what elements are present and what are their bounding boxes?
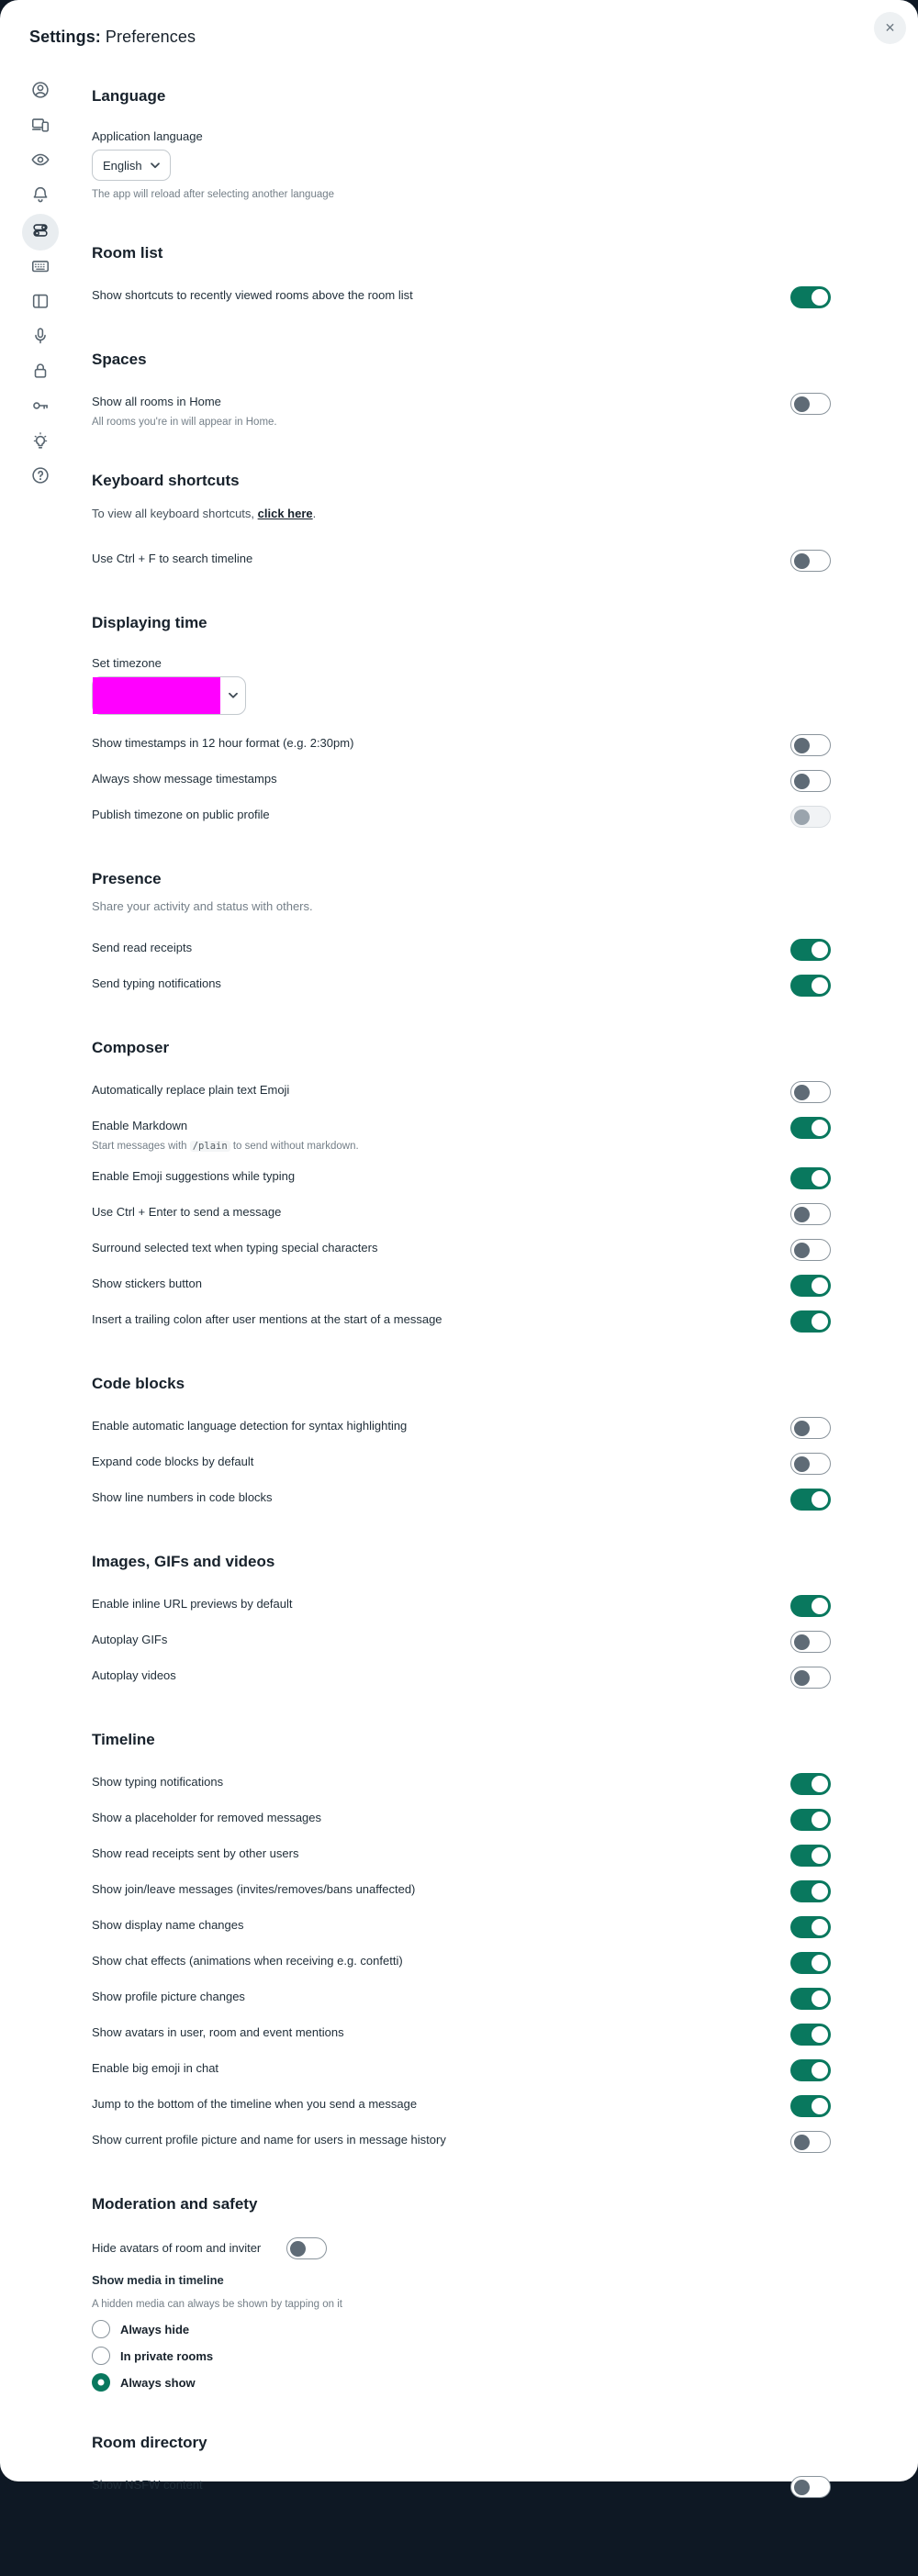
toggle-switch[interactable] xyxy=(790,1310,831,1333)
tab-preferences[interactable] xyxy=(22,214,59,251)
toggle-knob xyxy=(794,809,810,825)
toggle-knob xyxy=(812,1955,828,1971)
section-title: Displaying time xyxy=(92,614,207,631)
tab-security[interactable] xyxy=(22,355,59,390)
toggle-switch[interactable] xyxy=(790,1916,831,1938)
tab-account[interactable] xyxy=(22,74,59,109)
toggle-switch[interactable] xyxy=(790,975,831,997)
toggle-knob xyxy=(812,1120,828,1136)
toggle-knob xyxy=(812,1919,828,1935)
redacted-value xyxy=(93,677,220,714)
section-displaying-time xyxy=(92,614,831,828)
radio-label: In private rooms xyxy=(120,2348,214,2363)
section-title: Language xyxy=(92,87,166,105)
toggle-knob xyxy=(812,1313,828,1330)
toggle-switch[interactable] xyxy=(790,1595,831,1617)
setting-text xyxy=(92,2131,446,2149)
toggle-knob xyxy=(812,1277,828,1294)
setting-row xyxy=(92,1453,831,1475)
section-title: Room directory xyxy=(92,2434,207,2451)
security-lock-icon xyxy=(30,361,50,385)
toggle-switch[interactable] xyxy=(790,2059,831,2081)
toggle-knob xyxy=(794,1634,810,1650)
toggle-switch[interactable] xyxy=(286,2237,327,2259)
setting-row xyxy=(92,2476,831,2498)
setting-text xyxy=(92,1952,403,1970)
setting-row xyxy=(92,1988,831,2010)
setting-row xyxy=(92,1489,831,1511)
tab-appearance[interactable] xyxy=(22,144,59,179)
setting-row xyxy=(92,939,831,961)
help-about-icon xyxy=(30,465,50,490)
setting-row xyxy=(92,1773,831,1795)
section-title: Code blocks xyxy=(92,1375,185,1392)
setting-label: Enable inline URL previews by default xyxy=(92,1597,293,1611)
setting-row xyxy=(92,1203,831,1225)
toggle-switch[interactable] xyxy=(790,1988,831,2010)
setting-text xyxy=(92,393,277,429)
setting-row xyxy=(92,393,831,429)
setting-row xyxy=(92,770,831,792)
setting-row xyxy=(92,806,831,828)
toggle-knob xyxy=(812,1883,828,1900)
toggle-switch[interactable] xyxy=(790,734,831,756)
toggle-switch[interactable] xyxy=(790,1203,831,1225)
close-icon: ✕ xyxy=(884,20,896,35)
set-timezone-dropdown[interactable] xyxy=(92,676,246,715)
dialog-title-suffix: Preferences xyxy=(105,28,196,46)
setting-text xyxy=(92,1117,359,1154)
setting-text xyxy=(92,2059,218,2078)
setting-label: Always show message timestamps xyxy=(92,772,277,786)
section-spaces xyxy=(92,351,831,429)
chevron-down-icon xyxy=(229,693,238,699)
toggle-switch[interactable] xyxy=(790,550,831,572)
setting-label: Show display name changes xyxy=(92,1918,244,1932)
tab-notifications[interactable] xyxy=(22,179,59,214)
setting-label: Use Ctrl + F to search timeline xyxy=(92,552,253,565)
toggle-knob xyxy=(794,2480,810,2495)
section-title: Keyboard shortcuts xyxy=(92,472,240,489)
setting-text xyxy=(92,734,353,753)
setting-helper: All rooms you're in will appear in Home. xyxy=(92,417,277,428)
setting-text xyxy=(92,1845,298,1863)
setting-row xyxy=(92,1880,831,1902)
field-label: Application language xyxy=(92,129,203,143)
group-label: Show media in timeline xyxy=(92,2273,224,2287)
tab-labs[interactable] xyxy=(22,425,59,460)
section-title: Spaces xyxy=(92,351,147,368)
setting-helper xyxy=(92,1140,359,1154)
setting-text xyxy=(92,1081,289,1099)
setting-row xyxy=(92,1081,831,1103)
setting-label: Enable Markdown xyxy=(92,1119,188,1132)
setting-row xyxy=(92,1275,831,1297)
section-presence xyxy=(92,870,831,997)
section-language xyxy=(92,87,831,202)
setting-text xyxy=(92,1310,442,1329)
dialog-title xyxy=(29,28,889,47)
toggle-switch[interactable] xyxy=(790,393,831,415)
toggle-knob xyxy=(812,2026,828,2043)
toggle-knob xyxy=(794,1207,810,1222)
setting-text xyxy=(92,806,270,824)
setting-text xyxy=(92,2476,203,2494)
tab-voice-video[interactable] xyxy=(22,320,59,355)
setting-text xyxy=(92,1203,281,1221)
radio-label: Always show xyxy=(120,2375,196,2390)
setting-row xyxy=(92,1631,831,1653)
section-composer xyxy=(92,1039,831,1333)
toggle-switch[interactable] xyxy=(790,1845,831,1867)
setting-label: Show all rooms in Home xyxy=(92,395,221,408)
setting-text xyxy=(92,1916,244,1935)
setting-row xyxy=(92,1417,831,1439)
application-language-dropdown[interactable] xyxy=(92,150,171,181)
setting-label: Hide avatars of room and inviter xyxy=(92,2241,262,2255)
field-helper: The app will reload after selecting another language xyxy=(92,189,335,200)
setting-label: Show chat effects (animations when receiving e.g. confetti) xyxy=(92,1954,403,1968)
setting-label: Send typing notifications xyxy=(92,976,221,990)
toggle-switch[interactable] xyxy=(790,1952,831,1974)
sessions-devices-icon xyxy=(30,115,50,139)
setting-row xyxy=(92,1845,831,1867)
toggle-knob xyxy=(812,1491,828,1508)
sidebar-panel-icon xyxy=(30,291,50,316)
section-title: Room list xyxy=(92,244,163,262)
toggle-knob xyxy=(812,1598,828,1614)
section-room-directory xyxy=(92,2434,831,2498)
toggle-knob xyxy=(794,553,810,569)
toggle-switch[interactable] xyxy=(790,1239,831,1261)
setting-label: Automatically replace plain text Emoji xyxy=(92,1083,290,1097)
toggle-switch[interactable] xyxy=(790,1417,831,1439)
section-subtitle: Share your activity and status with others. xyxy=(92,899,313,913)
appearance-eye-icon xyxy=(30,150,50,174)
setting-row xyxy=(92,1167,831,1189)
tab-keyboard[interactable] xyxy=(22,251,59,285)
setting-row xyxy=(92,2131,831,2153)
setting-label: Enable Emoji suggestions while typing xyxy=(92,1169,296,1183)
setting-row xyxy=(92,2237,831,2259)
tab-sessions[interactable] xyxy=(22,109,59,144)
setting-text xyxy=(92,1880,415,1899)
preferences-toggles-icon xyxy=(30,220,50,245)
setting-row xyxy=(92,1595,831,1617)
setting-label: Show stickers button xyxy=(92,1277,202,1290)
toggle-switch[interactable] xyxy=(790,1081,831,1103)
keyboard-shortcuts-link[interactable]: click here xyxy=(257,507,313,520)
setting-label: Enable automatic language detection for syntax highlighting xyxy=(92,1419,408,1433)
setting-text xyxy=(92,2239,261,2258)
toggle-switch[interactable] xyxy=(790,1117,831,1139)
section-images-gifs-and-videos xyxy=(92,1553,831,1689)
chevron-down-icon xyxy=(151,162,160,169)
select-value: English xyxy=(103,158,142,173)
setting-text xyxy=(92,770,277,788)
toggle-knob xyxy=(794,1421,810,1436)
toggle-switch xyxy=(790,806,831,828)
dialog-header xyxy=(0,0,918,47)
setting-text xyxy=(92,1417,407,1435)
dropdown-field xyxy=(92,129,831,202)
toggle-knob xyxy=(794,2135,810,2150)
setting-label: Expand code blocks by default xyxy=(92,1455,254,1468)
intro-suffix: . xyxy=(312,507,317,520)
setting-row xyxy=(92,975,831,997)
setting-label: Show typing notifications xyxy=(92,1775,224,1789)
labs-lightbulb-icon xyxy=(30,430,50,455)
setting-label: Use Ctrl + Enter to send a message xyxy=(92,1205,282,1219)
toggle-switch[interactable] xyxy=(790,1809,831,1831)
section-title: Moderation and safety xyxy=(92,2195,258,2213)
toggle-knob xyxy=(812,1170,828,1187)
toggle-knob xyxy=(812,2062,828,2079)
toggle-knob xyxy=(290,2241,306,2257)
helper-text: Start messages with xyxy=(92,1141,190,1152)
group-helper: A hidden media can always be shown by tapping on it xyxy=(92,2299,342,2310)
settings-sections xyxy=(66,47,918,2576)
radio-option-in-private-rooms[interactable] xyxy=(92,2347,831,2365)
setting-label: Show a placeholder for removed messages xyxy=(92,1811,322,1824)
toggle-switch[interactable] xyxy=(790,2095,831,2117)
dropdown-field xyxy=(92,656,831,719)
toggle-switch[interactable] xyxy=(790,1631,831,1653)
setting-text xyxy=(92,1275,202,1293)
section-title: Images, GIFs and videos xyxy=(92,1553,275,1570)
section-timeline xyxy=(92,1731,831,2153)
setting-label: Show NSFW content xyxy=(92,2478,203,2492)
close-button[interactable] xyxy=(874,12,906,44)
setting-row xyxy=(92,734,831,756)
setting-label: Insert a trailing colon after user mentions at the start of a message xyxy=(92,1312,442,1326)
setting-row xyxy=(92,286,831,308)
toggle-switch[interactable] xyxy=(790,1773,831,1795)
toggle-knob xyxy=(812,977,828,994)
account-icon xyxy=(30,80,50,105)
section-title: Timeline xyxy=(92,1731,155,1748)
setting-row xyxy=(92,1239,831,1261)
setting-row xyxy=(92,2024,831,2046)
helper-text-after: to send without markdown. xyxy=(230,1141,359,1152)
setting-row xyxy=(92,2095,831,2117)
setting-text xyxy=(92,1167,295,1186)
section-moderation-and-safety xyxy=(92,2195,831,2392)
setting-label: Show profile picture changes xyxy=(92,1990,245,2003)
setting-label: Show shortcuts to recently viewed rooms above the room list xyxy=(92,288,413,302)
helper-code: /plain xyxy=(190,1141,230,1152)
setting-label: Jump to the bottom of the timeline when you send a message xyxy=(92,2097,418,2111)
toggle-knob xyxy=(812,1991,828,2007)
toggle-switch[interactable] xyxy=(790,1167,831,1189)
setting-text xyxy=(92,286,413,305)
setting-text xyxy=(92,975,221,993)
section-room-list xyxy=(92,244,831,308)
radio-label: Always hide xyxy=(120,2322,190,2336)
setting-label: Autoplay videos xyxy=(92,1668,176,1682)
setting-text xyxy=(92,1667,176,1685)
toggle-knob xyxy=(812,1847,828,1864)
notifications-bell-icon xyxy=(30,184,50,209)
section-title: Composer xyxy=(92,1039,170,1056)
toggle-switch[interactable] xyxy=(790,1667,831,1689)
toggle-switch[interactable] xyxy=(790,2131,831,2153)
setting-row xyxy=(92,1952,831,1974)
setting-label: Show timestamps in 12 hour format (e.g. 2:30pm) xyxy=(92,736,354,750)
setting-text xyxy=(92,1988,245,2006)
setting-text xyxy=(92,1773,223,1791)
radio-option-always-hide[interactable] xyxy=(92,2320,831,2338)
toggle-knob xyxy=(794,1243,810,1258)
setting-row xyxy=(92,1667,831,1689)
setting-label: Publish timezone on public profile xyxy=(92,808,270,821)
encryption-key-icon xyxy=(30,396,50,420)
setting-text xyxy=(92,1453,253,1471)
toggle-switch[interactable] xyxy=(790,1489,831,1511)
toggle-knob xyxy=(794,738,810,753)
toggle-switch[interactable] xyxy=(790,939,831,961)
toggle-knob xyxy=(794,1670,810,1686)
dialog-title-prefix: Settings: xyxy=(29,28,101,46)
toggle-switch[interactable] xyxy=(790,1880,831,1902)
setting-label: Autoplay GIFs xyxy=(92,1633,168,1646)
field-label: Set timezone xyxy=(92,656,162,670)
setting-text xyxy=(92,1809,321,1827)
intro-text: To view all keyboard shortcuts, xyxy=(92,507,258,520)
setting-row xyxy=(92,1916,831,1938)
radio-button[interactable] xyxy=(92,2347,110,2365)
setting-label: Surround selected text when typing special characters xyxy=(92,1241,378,1255)
setting-label: Show read receipts sent by other users xyxy=(92,1846,299,1860)
section-title: Presence xyxy=(92,870,162,887)
setting-row xyxy=(92,1809,831,1831)
setting-text xyxy=(92,1595,292,1613)
toggle-knob xyxy=(794,774,810,789)
toggle-knob xyxy=(794,1085,810,1100)
setting-label: Send read receipts xyxy=(92,941,193,954)
setting-text xyxy=(92,939,192,957)
setting-text xyxy=(92,550,252,568)
keyboard-icon xyxy=(30,256,50,281)
radio-option-always-show[interactable] xyxy=(92,2373,831,2392)
tab-encryption[interactable] xyxy=(22,390,59,425)
setting-row xyxy=(92,550,831,572)
toggle-switch[interactable] xyxy=(790,286,831,308)
radio-button[interactable] xyxy=(92,2320,110,2338)
setting-text xyxy=(92,1489,273,1507)
toggle-knob xyxy=(812,942,828,958)
toggle-knob xyxy=(812,2098,828,2114)
setting-row xyxy=(92,1117,831,1154)
section-keyboard-shortcuts xyxy=(92,472,831,572)
setting-label: Show current profile picture and name for users in message history xyxy=(92,2133,446,2147)
setting-label: Show avatars in user, room and event mentions xyxy=(92,2025,344,2039)
voice-video-mic-icon xyxy=(30,326,50,351)
setting-text xyxy=(92,1631,167,1649)
setting-label: Enable big emoji in chat xyxy=(92,2061,219,2075)
radio-button[interactable] xyxy=(92,2373,110,2392)
tab-help[interactable] xyxy=(22,460,59,495)
toggle-knob xyxy=(812,1776,828,1792)
toggle-switch[interactable] xyxy=(790,1453,831,1475)
toggle-switch[interactable] xyxy=(790,1275,831,1297)
dialog-body xyxy=(0,47,918,2576)
setting-text xyxy=(92,2095,417,2113)
toggle-knob xyxy=(794,1456,810,1472)
setting-text xyxy=(92,1239,377,1257)
toggle-knob xyxy=(794,396,810,412)
section-code-blocks xyxy=(92,1375,831,1511)
settings-tab-rail xyxy=(0,47,66,495)
toggle-knob xyxy=(812,289,828,306)
section-intro xyxy=(92,507,831,520)
show-media-in-timeline-group xyxy=(92,2273,831,2392)
setting-row xyxy=(92,2059,831,2081)
setting-label: Show line numbers in code blocks xyxy=(92,1490,273,1504)
toggle-switch[interactable] xyxy=(790,770,831,792)
toggle-switch[interactable] xyxy=(790,2476,831,2498)
setting-label: Show join/leave messages (invites/removes/bans unaffected) xyxy=(92,1882,416,1896)
setting-row xyxy=(92,1310,831,1333)
toggle-switch[interactable] xyxy=(790,2024,831,2046)
setting-text xyxy=(92,2024,344,2042)
tab-sidebar[interactable] xyxy=(22,285,59,320)
toggle-knob xyxy=(812,1812,828,1828)
